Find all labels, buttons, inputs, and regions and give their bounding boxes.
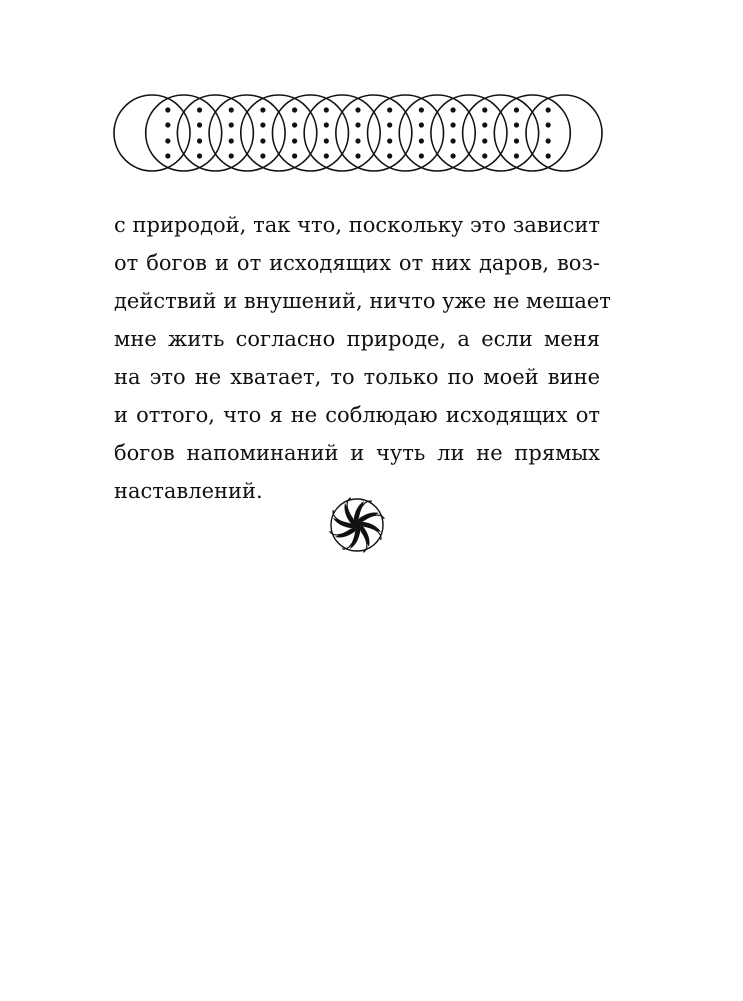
text-line: и оттого, что я не соблюдаю исходящих от [114, 403, 600, 427]
text-line: действий и внушений, ничто уже не мешает [114, 289, 611, 313]
interlocking-circles-ornament [113, 93, 603, 173]
body-text [114, 206, 611, 510]
text-line: от богов и от исходящих от них даров, воз- [114, 251, 600, 275]
rosette-ornament [329, 497, 385, 553]
text-line: на это не хватает, то только по моей вине [114, 365, 600, 389]
text-line: мне жить согласно природе, а если меня [114, 327, 600, 351]
text-line: наставлений. [114, 479, 263, 503]
text-line: богов напоминаний и чуть ли не прямых [114, 441, 600, 465]
text-line: с природой, так что, поскольку это зависит [114, 213, 600, 237]
